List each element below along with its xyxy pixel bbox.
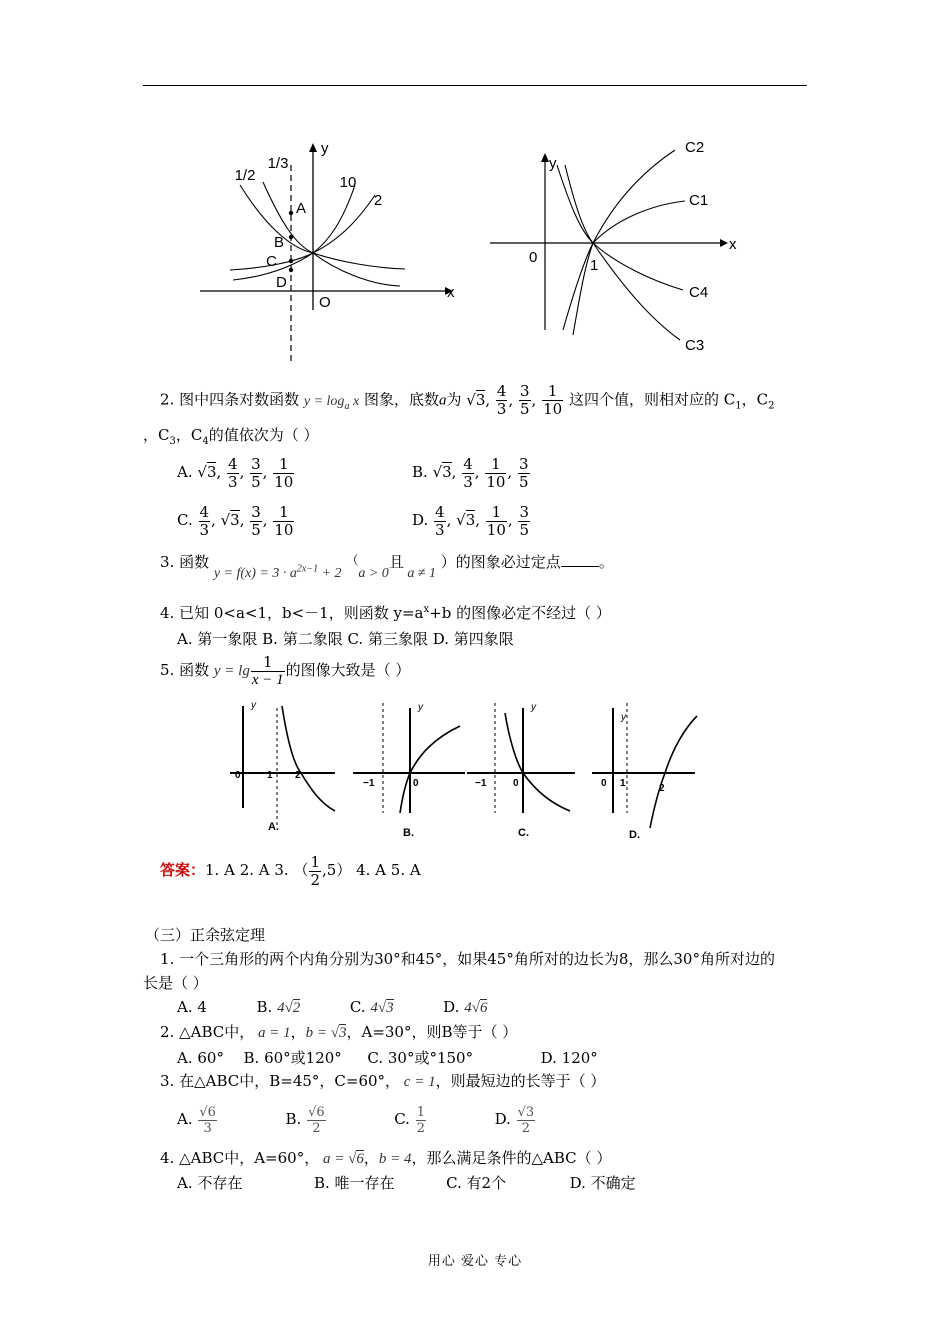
s3-q1-line2: 长是（ ） (143, 974, 208, 992)
svg-text:−1: −1 (363, 778, 375, 789)
s3-q1-line1: 1. 一个三角形的两个内角分别为30°和45°，如果45°角所对的边长为8，那么30°角所对边的 (160, 950, 775, 968)
svg-text:y: y (621, 712, 626, 723)
q3-formula: $y = f(x) = 3 \cdot a^{2x-1} + 2$ (213, 563, 342, 581)
fig1-label-two: 2 (373, 192, 383, 209)
fig1-label-y: y (321, 140, 329, 157)
q2-var-a: a (438, 392, 447, 409)
fig2-label-c3: C3 (685, 337, 705, 354)
answer-text2: ） 4. A 5. A (336, 861, 421, 879)
s3-q3-opt-b: B. (285, 1110, 302, 1128)
graph-a-label: A. (268, 821, 279, 833)
graph-c (467, 702, 575, 839)
fig1-label-third: 1/3 (267, 155, 289, 172)
q2-text-tail: 这四个值，则相对应的 C (568, 390, 736, 409)
svg-text:0: 0 (601, 778, 607, 789)
s3-q3-opt-c: C. (394, 1110, 410, 1128)
q4-text2: +b 的图像必定不经过（ ） (429, 604, 611, 622)
s3-q3-text-post: ，则最短边的长等于（ ） (435, 1072, 606, 1090)
s3-q2-text-post: ，A=30°，则B等于（ ） (346, 1023, 518, 1041)
s3-q4-text: 4. △ABC中，A=60°， (160, 1149, 320, 1167)
option-label: B. (412, 463, 428, 481)
graph-d (592, 703, 697, 841)
q5-fraction: $\frac{1}{x - 1}$ (251, 652, 284, 688)
exponential-figure (195, 140, 465, 370)
svg-text:0: 0 (235, 770, 241, 781)
s3-q2-opt-c: C. 30°或°150° (367, 1049, 474, 1067)
q3-text: 3. 函数 (160, 553, 210, 571)
fig1-label-half: 1/2 (234, 167, 256, 184)
s3-q3-opt-a: A. (177, 1110, 193, 1128)
q2-option-c: C. $\frac{4}{3}$ , √3, $\frac{3}{5}$ , $\frac{1}{10}$ (177, 502, 294, 539)
s3-q3-opt-d: D. (494, 1110, 511, 1128)
s3-q4-opt-c: C. 有2个 (446, 1174, 507, 1192)
q3-line (160, 552, 614, 581)
fig1-label-x: x (447, 284, 455, 301)
s3-q2-opt-a: A. 60° (177, 1049, 224, 1067)
fig1-label-d: D (276, 274, 287, 291)
s3-q1-opt-b: B. (256, 998, 273, 1016)
svg-text:0: 0 (513, 778, 519, 789)
q3-cond-a: a > 0 (358, 566, 389, 581)
q3-text-end: 。 (598, 553, 614, 571)
s3-q4-opt-b: B. 唯一存在 (313, 1174, 395, 1192)
q5-formula: y = lg (213, 663, 250, 679)
q3-cond-mid: 且 (388, 553, 404, 571)
s3-q2-line: 2. △ABC中， a = 1，b = √3，A=30°，则B等于（ ） (160, 1023, 518, 1041)
option-label: C. (177, 511, 193, 529)
fig2-label-c1: C1 (689, 192, 709, 209)
q2-line2-b: ，C (175, 426, 203, 444)
graph-d-label: D. (629, 829, 640, 841)
q2-formula: $y = \log_a x$ (303, 393, 360, 412)
s3-q1-opt-d: D. (443, 998, 460, 1016)
q4-options: A. 第一象限 B. 第二象限 C. 第三象限 D. 第四象限 (177, 630, 514, 648)
s3-q2-opt-d: D. 120° (540, 1049, 598, 1067)
q3-text-post: ）的图象必过定点 (440, 553, 561, 571)
header-rule (143, 85, 807, 86)
s3-q3-options: A. $\frac{√6}{3}$ B. $\frac{√6}{2}$ C. $\frac{1}{2}$ D. $\frac{√3}{2}$ (177, 1104, 535, 1136)
q4-line: 4. 已知 0<a<1，b<－1，则函数 $y=a^x+b$ 的图像必定不经过（ ） (160, 604, 611, 622)
svg-text:−1: −1 (475, 778, 487, 789)
fig2-label-c4: C4 (689, 284, 709, 301)
q2-line2: ，$C_3$，$C_4$的值依次为（ ） (143, 426, 319, 447)
s3-q4-options (177, 1173, 636, 1193)
answer-line: 答案：1. A 2. A 3. （ $\frac{1}{2}$ ,5） 4. A 5. A (160, 852, 421, 889)
svg-text:0: 0 (413, 778, 419, 789)
s3-q2-opt-b: B. 60°或120° (243, 1049, 342, 1067)
q2-line2-a: ，C (143, 426, 170, 444)
q2-option-b: B. √3, $\frac{4}{3}$ , $\frac{1}{10}$ , $\frac{3}{5}$ (412, 454, 529, 491)
q5-text: 5. 函数 (160, 661, 210, 679)
svg-text:1: 1 (267, 770, 273, 781)
s3-q4-line: 4. △ABC中，A=60°， a = √6，b = 4，那么满足条件的△ABC（ ） (160, 1149, 612, 1167)
fig1-label-o: O (319, 294, 331, 311)
answer-text: 1. A 2. A 3. （ (205, 861, 309, 879)
fig1-label-a: A (296, 200, 307, 217)
s3-q4-text-post: ，那么满足条件的△ABC（ ） (411, 1149, 612, 1167)
option-label: D. (412, 511, 429, 529)
q4-text: 4. 已知 0<a<1，b<－1，则函数 y=a (160, 604, 424, 622)
q2-line1: 2. 图中四条对数函数 $y = \log_a x$ 图象，底数a为 √3, $\frac{4}{3}$ , $\frac{3}{5}$ , $\frac{1}{10}$ 这四个值，则相对应的 $C_1$，$C_2$ (160, 382, 775, 418)
q2-text-post: 为 (446, 390, 462, 409)
svg-text:1: 1 (620, 778, 626, 789)
fig2-label-c2: C2 (685, 139, 705, 156)
s3-q1-opt-c: C. (349, 998, 366, 1016)
q2-line2-c: 的值依次为（ ） (208, 426, 319, 444)
s3-q4-opt-a: A. 不存在 (177, 1174, 243, 1192)
q2-option-a: A. √3, $\frac{4}{3}$ , $\frac{3}{5}$ , $\frac{1}{10}$ (177, 454, 294, 491)
svg-text:2: 2 (659, 783, 665, 794)
fig2-label-one: 1 (590, 257, 599, 274)
graph-b-label: B. (403, 827, 414, 839)
answer-label: 答案： (160, 861, 206, 879)
fig1-label-b: B (274, 234, 285, 251)
q2-text-mid: 图象，底数 (363, 390, 439, 409)
graph-b (353, 702, 465, 839)
answer-fraction: $\frac{1}{2}$ (310, 852, 321, 889)
q3-answer-blank[interactable] (561, 552, 599, 567)
q5-text-post: 的图像大致是（ ） (285, 661, 411, 679)
q2-text: 2. 图中四条对数函数 (160, 390, 300, 409)
page-footer: 用心 爱心 专心 (427, 1254, 523, 1269)
fig2-label-origin: 0 (529, 249, 538, 266)
fig2-label-y: y (549, 155, 557, 172)
q2-option-d: D. $\frac{4}{3}$ , √3, $\frac{1}{10}$ , $\frac{3}{5}$ (412, 502, 529, 539)
s3-q3-text: 3. 在△ABC中，B=45°，C=60°， (160, 1072, 401, 1090)
s3-q2-options (177, 1048, 598, 1068)
graph-choices (225, 698, 705, 848)
logarithm-figure (485, 135, 750, 365)
svg-text:y: y (251, 700, 256, 711)
s3-q2-text: 2. △ABC中， (160, 1023, 255, 1041)
svg-text:2: 2 (295, 770, 301, 781)
q5-line (160, 652, 410, 689)
q2-text-end: ，C (741, 390, 769, 409)
q3-cond-b: a ≠ 1 (403, 566, 437, 581)
section3-title: （三）正余弦定理 (145, 926, 266, 944)
s3-q4-opt-d: D. 不确定 (569, 1174, 636, 1192)
q3-cond-open: （ (346, 553, 359, 567)
svg-text:y: y (531, 702, 536, 713)
s3-q1-options: A. 4 B. 4√2 C. 4√3 D. 4√6 (177, 998, 488, 1016)
q2-values: √3, $\frac{4}{3}$ , $\frac{3}{5}$ , $\frac{1}{10}$ (466, 382, 563, 418)
fig1-label-c: C (266, 253, 277, 270)
fig1-label-ten: 10 (339, 174, 357, 191)
graph-c-label: C. (518, 827, 529, 839)
s3-q3-line: 3. 在△ABC中，B=45°，C=60°， c = 1，则最短边的长等于（ ） (160, 1072, 606, 1090)
svg-text:y: y (418, 702, 423, 713)
s3-q1-opt-a: A. 4 (177, 998, 207, 1016)
option-label: A. (177, 463, 193, 481)
graph-a (230, 700, 335, 833)
fig2-label-x: x (729, 236, 737, 253)
